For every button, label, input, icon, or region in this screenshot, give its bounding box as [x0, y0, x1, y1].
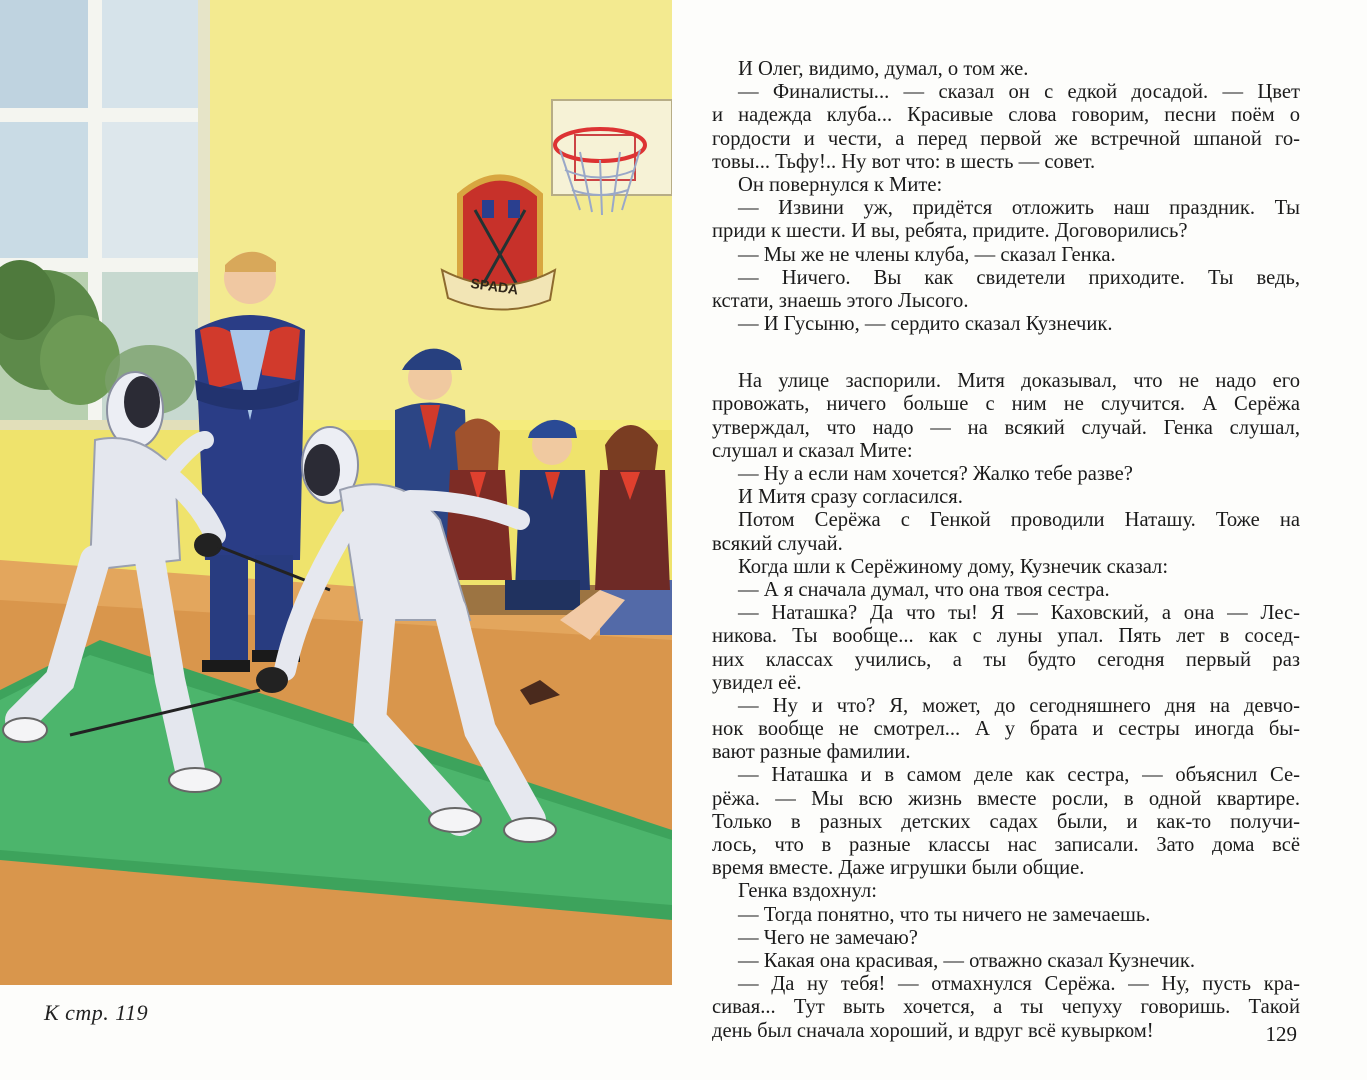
text-line: провожать, ничего больше с ним не случится. А Серёжа — [712, 393, 1300, 416]
text-line: — Мы же не члены клуба, — сказал Генка. — [738, 243, 1116, 266]
text-line: Генка вздохнул: — [738, 880, 877, 903]
text-line: гордости и чести, а перед первой же встречной шпаной го- — [712, 127, 1300, 150]
text-line: — А я сначала думал, что она твоя сестра. — [738, 578, 1110, 601]
text-line: Потом Серёжа с Генкой проводили Наташу. Тоже на — [738, 509, 1300, 532]
text-line: — Извини уж, придётся отложить наш праздник. Ты — [738, 197, 1300, 220]
text-line: товы... Тьфу!.. Ну вот что: в шесть — совет. — [712, 150, 1096, 173]
page-number: 129 — [1265, 1022, 1297, 1046]
emblem-text: SPADA — [469, 274, 520, 298]
text-line: нок вообще не смотрел... А у брата и сестры иногда бы- — [712, 718, 1300, 741]
window — [0, 0, 210, 434]
paragraph-gap — [712, 336, 1300, 370]
text-line: всякий случай. — [712, 532, 843, 555]
left-page — [0, 0, 680, 1080]
text-line: Когда шли к Серёжиному дому, Кузнечик сказал: — [738, 555, 1169, 578]
story-text — [712, 58, 1300, 1043]
text-line: — Ну и что? Я, может, до сегодняшнего дня на девчо- — [738, 694, 1300, 717]
text-line: — Тогда понятно, что ты ничего не замечаешь. — [738, 903, 1151, 926]
text-line: никова. Ты вообще... как с луны упал. Пять лет в сосед- — [712, 625, 1300, 648]
text-line: — Наташка и в самом деле как сестра, — объяснил Се- — [738, 764, 1300, 787]
illustration-caption: К стр. 119 — [44, 1000, 149, 1025]
text-line: И Митя сразу согласился. — [738, 486, 963, 509]
text-line: Только в разных детских садах были, и как-то получи- — [712, 810, 1300, 833]
text-line: И Олег, видимо, думал, о том же. — [738, 58, 1029, 80]
text-line: утверждал, что надо — на всякий случай. Генка слушал, — [712, 416, 1300, 439]
text-line: — Ну а если нам хочется? Жалко тебе разве? — [738, 463, 1133, 485]
text-line: Он повернулся к Мите: — [738, 173, 943, 196]
text-line: — Наташка? Да что ты! Я — Каховский, а она — Лес- — [738, 602, 1300, 625]
text-line: сивая... Тут выть хочется, а ты чепуху говоришь. Такой — [712, 996, 1300, 1019]
text-line: лось, что в разные классы нас записали. Зато дома всё — [712, 834, 1300, 856]
text-line: день был сначала хороший, и вдруг всё кувырком! — [712, 1019, 1154, 1042]
text-line: — Да ну тебя! — отмахнулся Серёжа. — Ну, пусть кра- — [738, 973, 1300, 996]
text-line: На улице заспорили. Митя доказывал, что не надо его — [738, 370, 1300, 393]
text-line: — Ничего. Вы как свидетели приходите. Ты ведь, — [738, 266, 1300, 289]
text-line: них классах учились, а ты будто сегодня первый раз — [712, 648, 1300, 671]
text-line: и надежда клуба... Красивые слова говорим, песни поём о — [712, 104, 1300, 127]
text-line: — И Гусыню, — сердито сказал Кузнечик. — [738, 313, 1113, 336]
text-line: — Финалисты... — сказал он с едкой досадой. — Цвет — [738, 81, 1300, 104]
fencing-illustration — [0, 0, 672, 985]
text-line: приди к шести. И вы, ребята, придите. Договорились? — [712, 220, 1188, 243]
club-emblem — [442, 178, 555, 310]
text-line: вают разные фамилии. — [712, 741, 911, 764]
text-line: рёжа. — Мы всю жизнь вместе росли, в одной квартире. — [712, 787, 1300, 810]
text-line: слушал и сказал Мите: — [712, 439, 913, 462]
text-line: время вместе. Даже игрушки были общие. — [712, 857, 1085, 880]
text-line: кстати, знаешь этого Лысого. — [712, 289, 969, 312]
text-line: — Какая она красивая, — отважно сказал Кузнечик. — [738, 949, 1196, 972]
text-line: увидел её. — [712, 671, 802, 694]
text-line: — Чего не замечаю? — [738, 926, 918, 949]
